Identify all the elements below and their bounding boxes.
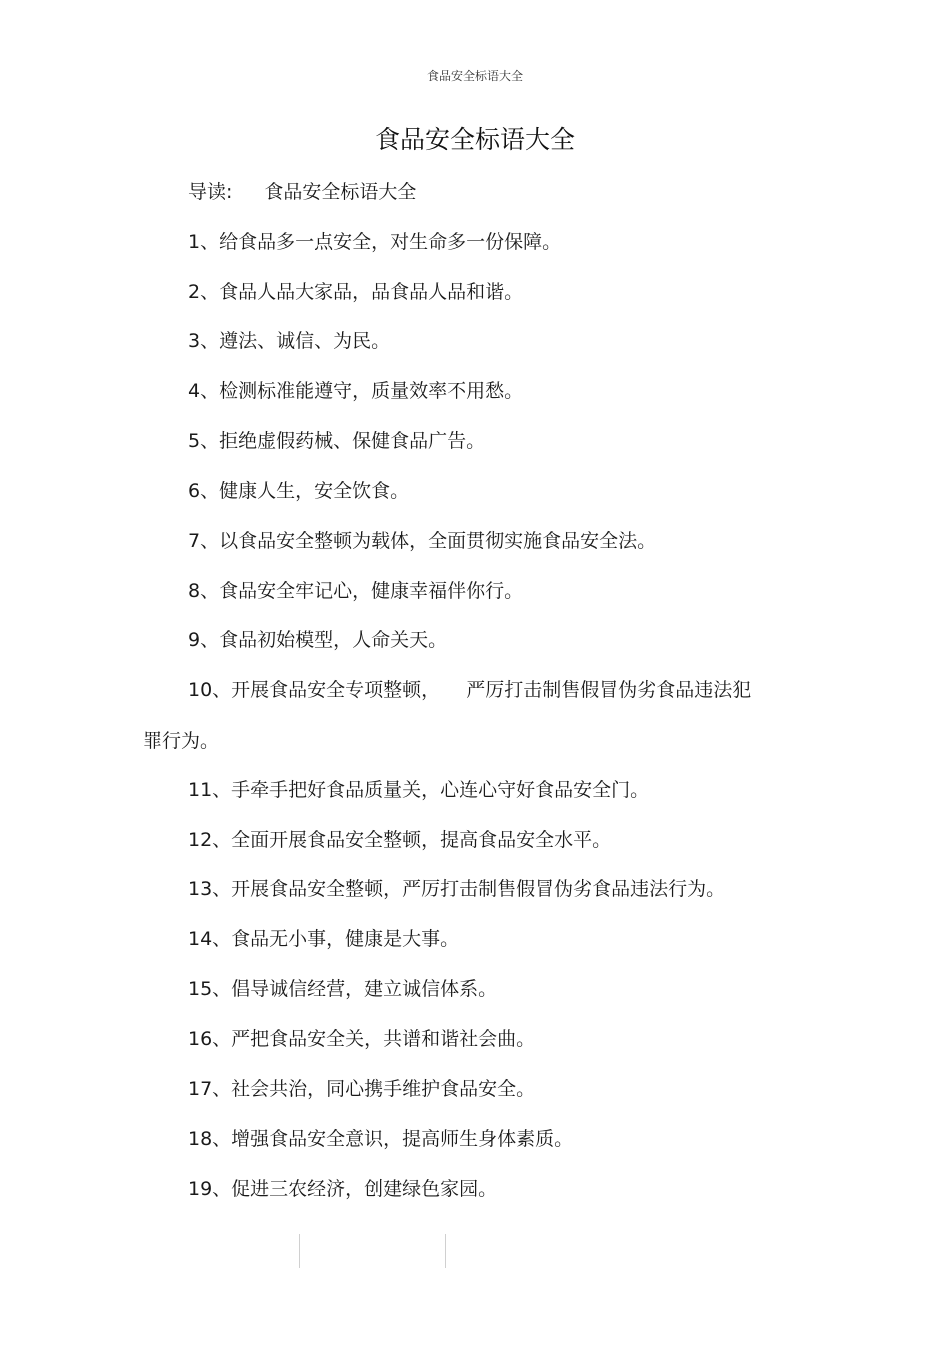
list-item: 2、食品人品大家品，品食品人品和谐。 xyxy=(188,281,524,303)
intro-label: 导读: xyxy=(188,181,233,203)
footer-divider-right xyxy=(445,1234,446,1268)
list-item: 18、增强食品安全意识，提高师生身体素质。 xyxy=(188,1128,574,1150)
list-item: 19、促进三农经济，创建绿色家园。 xyxy=(188,1178,498,1200)
list-item-10-part1: 10、开展食品安全专项整顿， xyxy=(188,679,441,701)
list-item: 6、健康人生，安全饮食。 xyxy=(188,480,410,502)
list-item: 12、全面开展食品安全整顿，提高食品安全水平。 xyxy=(188,829,612,851)
list-item: 4、检测标准能遵守，质量效率不用愁。 xyxy=(188,380,524,402)
list-item: 16、严把食品安全关，共谱和谐社会曲。 xyxy=(188,1028,536,1050)
document-title: 食品安全标语大全 xyxy=(374,125,575,154)
footer-divider-left xyxy=(299,1234,300,1268)
list-item: 1、给食品多一点安全，对生命多一份保障。 xyxy=(188,231,562,253)
intro-text: 食品安全标语大全 xyxy=(264,181,417,203)
list-item-10 xyxy=(188,677,848,703)
list-item: 3、遵法、诚信、为民。 xyxy=(188,330,391,352)
list-item: 7、以食品安全整顿为载体，全面贯彻实施食品安全法。 xyxy=(188,530,657,552)
intro-line xyxy=(188,179,848,205)
list-item-10-continued: 罪行为。 xyxy=(143,730,220,752)
list-item: 15、倡导诚信经营，建立诚信体系。 xyxy=(188,978,498,1000)
list-item: 11、手牵手把好食品质量关，心连心守好食品安全门。 xyxy=(188,779,650,801)
list-item: 17、社会共治，同心携手维护食品安全。 xyxy=(188,1078,536,1100)
running-header: 食品安全标语大全 xyxy=(426,69,523,83)
list-item: 9、食品初始模型，人命关天。 xyxy=(188,629,448,651)
list-item: 8、食品安全牢记心，健康幸福伴你行。 xyxy=(188,580,524,602)
list-item: 13、开展食品安全整顿，严厉打击制售假冒伪劣食品违法行为。 xyxy=(188,878,726,900)
list-item-10-part2: 严厉打击制售假冒伪劣食品违法犯 xyxy=(466,679,752,701)
list-item: 5、拒绝虚假药械、保健食品广告。 xyxy=(188,430,486,452)
list-item: 14、食品无小事，健康是大事。 xyxy=(188,928,460,950)
